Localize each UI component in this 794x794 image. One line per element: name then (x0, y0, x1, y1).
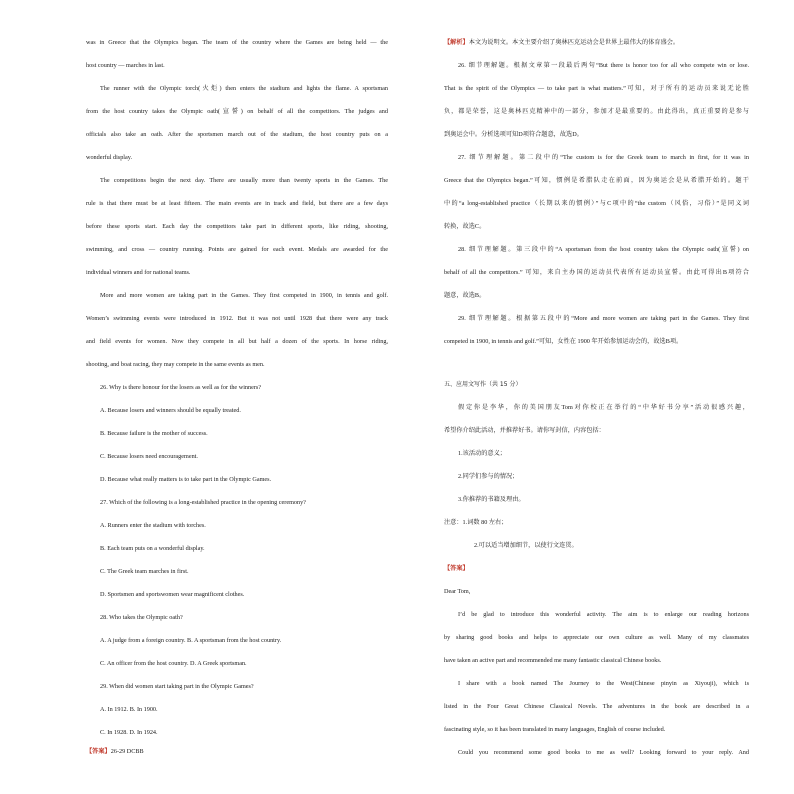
analysis-line: competed in 1900, in tennis and golf.”可知，女性在 1900 年开始参加运动会的，故选B项。 (444, 338, 683, 345)
letter-line: I’d be glad to introduce this wonderful activity. The aim is to enlarge our reading horizons (458, 611, 749, 618)
passage-line: The competitions begin the next day. There are usually more than twenty sports in the Games. The (100, 177, 388, 184)
task-line: 希望你介绍此活动，并推荐好书。请你写封信，内容包括： (444, 427, 605, 434)
letter-salutation: Dear Tom, (444, 588, 471, 595)
option-line: C. An officer from the host country. D. A Greek sportsman. (100, 660, 247, 667)
question-29: 29. When did women start taking part in the Olympic Games? (100, 683, 254, 690)
option-line: A. Because losers and winners should be equally treated. (100, 407, 241, 414)
passage-line: rule is that there must be at least fifteen. The main events are in track and field, but there are a few days (86, 200, 388, 207)
analysis-line: 28. 细节理解题。第三段中的“A sportsman from the host country takes the Olympic oath(宣誓) on (458, 246, 749, 253)
task-item: 1.该活动的意义； (458, 450, 506, 457)
analysis-line: 转换，故选C。 (444, 223, 486, 230)
option-line: C. The Greek team marches in first. (100, 568, 189, 575)
passage-line: individual winners and for national teams. (86, 269, 191, 276)
analysis-line: 27. 细节理解题。第二段中的“The custom is for the Greek team to march in first, for it was in (458, 154, 749, 161)
analysis-line: behalf of all the competitors.” 可知，来自主办国的运动员代表所有运动员宣誓。由此可得出B项符合 (444, 269, 749, 276)
question-26: 26. Why is there honour for the losers as well as for the winners? (100, 384, 262, 391)
option-line: A. A judge from a foreign country. B. A sportsman from the host country. (100, 637, 282, 644)
letter-line: Could you recommend some good books to me as well? Looking forward to your reply. And (458, 749, 749, 756)
analysis-line: 中的“a long-established practice（长期以来的惯例）”与C项中的“the custom（风俗，习俗）”是同义词 (444, 200, 749, 207)
answer-tag: 【答案】 (86, 748, 111, 755)
section-heading: 五、应用文写作（共 15 分） (444, 381, 522, 388)
task-item: 2.同学们参与的情况； (458, 473, 519, 480)
passage-line: The runner with the Olympic torch(火炬) then enters the stadium and lights the flame. A sportsman (100, 85, 388, 92)
task-item: 3.你推荐的书籍及理由。 (458, 496, 525, 503)
option-line: B. Because failure is the mother of success. (100, 430, 208, 437)
option-line: C. In 1928. D. In 1924. (100, 729, 158, 736)
answer-line (86, 748, 144, 756)
analysis-intro: 本文为说明文。本文主要介绍了奥林匹克运动会是世界上最伟大的体育盛会。 (468, 39, 680, 46)
passage-line: More and more women are taking part in the Games. They first competed in 1900, in tennis and golf. (100, 292, 388, 299)
passage-line: host country — marches in last. (86, 62, 165, 69)
question-27: 27. Which of the following is a long-established practice in the opening ceremony? (100, 499, 306, 506)
passage-line: Women’s swimming events were introduced in 1912. But it was not until 1928 that there were any track (86, 315, 388, 322)
task-note: 注意：1.词数 80 左右； (444, 519, 508, 526)
analysis-line: Greece that the Olympics began.”可知，惯例是希腊队走在前面，因为奥运会是从希腊开始的。题干 (444, 177, 749, 184)
option-line: D. Sportsmen and sportswomen wear magnificent clothes. (100, 591, 245, 598)
analysis-line (444, 39, 679, 47)
question-28: 28. Who takes the Olympic oath? (100, 614, 183, 621)
option-line: A. In 1912. B. In 1900. (100, 706, 158, 713)
passage-line: was in Greece that the Olympics began. The team of the country where the Games are being held — the (86, 39, 388, 46)
passage-line: before these sports start. Each day the competitors take part in different sports, like riding, shooting, (86, 223, 388, 230)
answer-tag: 【答案】 (444, 565, 469, 572)
letter-line: listed in the Four Great Chinese Classical Novels. The adventures in the book are described in a (444, 703, 749, 710)
analysis-line: 负，都是荣誉，这是奥林匹克精神中的一部分，参加才是最重要的。由此得出，真正重要的是参与 (444, 108, 749, 115)
option-line: D. Because what really matters is to take part in the Olympic Games. (100, 476, 272, 483)
option-line: C. Because losers need encouragement. (100, 453, 198, 460)
passage-line: and field events for women. Now they compete in all but half a dozen of the sports. In horse riding, (86, 338, 388, 345)
letter-line: by sharing good books and helps to appreciate our own culture as well. Many of my classmates (444, 634, 749, 641)
analysis-line: 29. 细节理解题。根据第五段中的“More and more women are taking part in the Games. They first (458, 315, 749, 322)
answer-text: 26-29 DCBB (110, 748, 144, 755)
analysis-line: 到奥运会中。分析选项可知D项符合题意，故选D。 (444, 131, 583, 138)
letter-line: I share with a book named The Journey to the West(Chinese pinyin as Xiyouji), which is (458, 680, 749, 687)
analysis-line: 题意，故选B。 (444, 292, 486, 299)
passage-line: from the host country takes the Olympic oath(宣誓) on behalf of all the competitors. The judges and (86, 108, 388, 115)
analysis-line: That is the spirit of the Olympics — to take part is what matters.”可知，对于所有的运动员来说无论胜 (444, 85, 749, 92)
option-line: A. Runners enter the stadium with torches. (100, 522, 206, 529)
passage-line: officials also take an oath. After the sportsmen march out of the stadium, the host country puts on a (86, 131, 388, 138)
task-line: 假定你是李华，你的美国朋友Tom对你校正在举行的“中华好书分享”活动很感兴趣， (458, 404, 749, 411)
passage-line: wonderful display. (86, 154, 132, 161)
passage-line: shooting, and boat racing, they may compete in the same events as men. (86, 361, 265, 368)
analysis-line: 26. 细节理解题。根据文章第一段最后两句“But there is honor too for all who compete win or lose. (458, 62, 749, 69)
option-line: B. Each team puts on a wonderful display. (100, 545, 205, 552)
letter-line: fascinating style, so it has been translated in many languages, English of course included. (444, 726, 666, 733)
analysis-tag: 【解析】 (444, 39, 469, 46)
letter-line: have taken an active part and recommended me many fantastic classical Chinese books. (444, 657, 662, 664)
passage-line: swimming, and cross — country running. Points are gained for each event. Medals are awarded for the (86, 246, 388, 253)
task-note: 2.可以适当增加细节，以使行文连贯。 (474, 542, 578, 549)
